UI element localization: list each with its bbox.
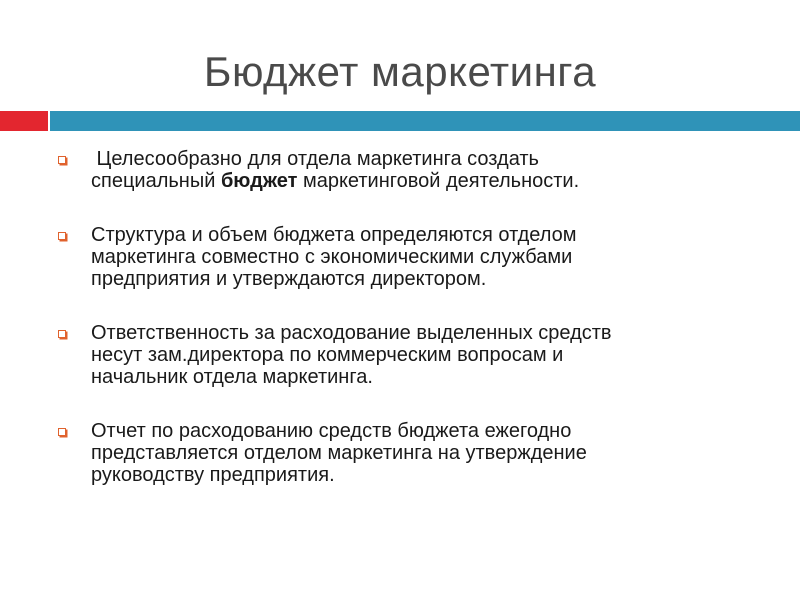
square-bullet-icon bbox=[58, 232, 66, 240]
bullet-line: Целесообразно для отдела маркетинга создать bbox=[91, 148, 539, 170]
bullet-line: Ответственность за расходование выделенных средств bbox=[91, 322, 612, 344]
title-underline-red-bar bbox=[0, 111, 48, 131]
bullet-line: Структура и объем бюджета определяются отделом bbox=[91, 224, 577, 246]
bullet-list bbox=[48, 148, 748, 518]
bold-term: бюджет bbox=[220, 170, 298, 192]
bullet-line: начальник отдела маркетинга. bbox=[91, 366, 373, 388]
square-bullet-icon bbox=[58, 330, 66, 338]
bullet-line: Отчет по расходованию средств бюджета ежегодно bbox=[91, 420, 572, 442]
bullet-line: несут зам.директора по коммерческим вопросам и bbox=[91, 344, 564, 366]
square-bullet-icon bbox=[58, 428, 66, 436]
bullet-line: предприятия и утверждаются директором. bbox=[91, 268, 487, 290]
bullet-item-3 bbox=[48, 322, 748, 388]
bullet-item-1 bbox=[48, 148, 748, 192]
bullet-line-part: специальный bbox=[91, 170, 221, 192]
title-underline-blue-bar bbox=[50, 111, 800, 131]
bullet-text bbox=[91, 420, 748, 486]
bullet-item-2 bbox=[48, 224, 748, 290]
bullet-text bbox=[91, 148, 748, 192]
bullet-line: маркетинга совместно с экономическими службами bbox=[91, 246, 573, 268]
square-bullet-icon bbox=[58, 156, 66, 164]
bullet-line: представляется отделом маркетинга на утверждение bbox=[91, 442, 587, 464]
bullet-item-4 bbox=[48, 420, 748, 486]
slide-title: Бюджет маркетинга bbox=[203, 48, 597, 95]
bullet-text bbox=[91, 322, 748, 388]
bullet-text bbox=[91, 224, 748, 290]
bullet-line-part: маркетинговой деятельности. bbox=[297, 170, 580, 192]
bullet-line: руководству предприятия. bbox=[91, 464, 335, 486]
